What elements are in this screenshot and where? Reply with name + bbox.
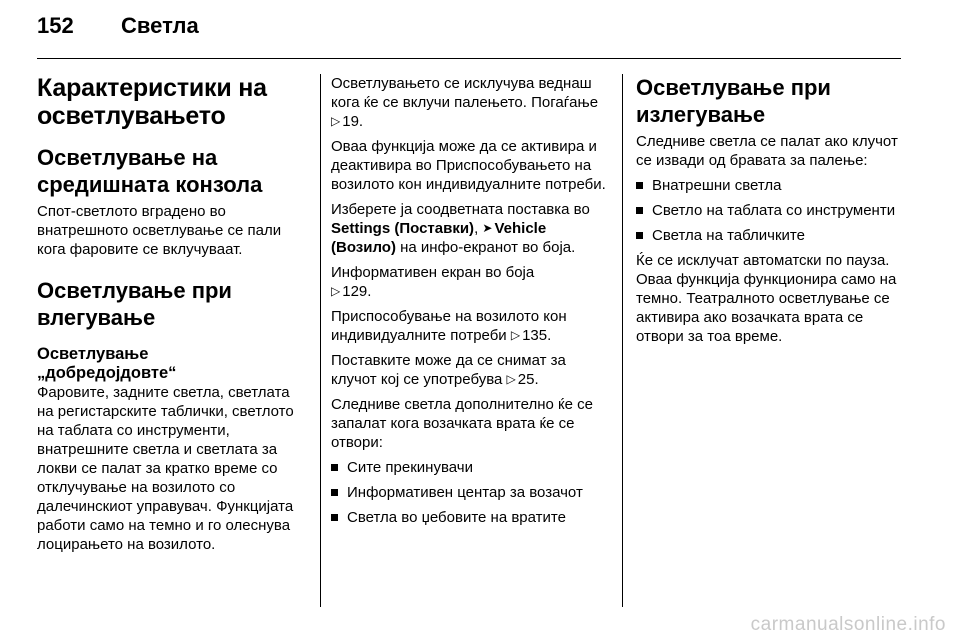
page-reference[interactable]: 135 xyxy=(522,327,548,344)
heading-console-lighting: Осветлување на средишната конзола xyxy=(37,145,263,197)
text: Изберете ја соодветната поставка во xyxy=(331,201,590,218)
page-reference[interactable]: 129 xyxy=(342,283,368,300)
text: на инфо-екранот во боја. xyxy=(395,239,576,256)
menu-settings: Settings (Поставки) xyxy=(331,220,475,237)
column-1 xyxy=(37,74,307,554)
heading-welcome-line-1: Осветлување xyxy=(37,345,149,363)
heading-entry-lighting: Осветлување при влегување xyxy=(37,278,232,330)
bullet-square-icon xyxy=(331,489,338,496)
text: Приспособување на возилото кон индивидуалните потреби xyxy=(331,308,567,344)
list-item xyxy=(331,483,609,502)
list-item xyxy=(331,508,609,527)
bullet-square-icon xyxy=(331,464,338,471)
list-item-text: Информативен центар за возачот xyxy=(347,484,583,501)
list-item-text: Сите прекинувачи xyxy=(347,459,473,476)
page-reference-icon: ▷ xyxy=(331,114,341,128)
column-2 xyxy=(331,74,609,527)
heading-welcome-lighting xyxy=(37,345,307,383)
text: Поставките може да се снимат за клучот кој се употребува xyxy=(331,352,566,388)
page-reference[interactable]: 19 xyxy=(342,113,359,130)
page-number: 152 xyxy=(37,13,74,38)
paragraph-personalization xyxy=(331,307,609,345)
paragraph-switch-off xyxy=(331,74,609,131)
bullet-square-icon xyxy=(636,182,643,189)
list-item-text: Внатрешни светла xyxy=(652,177,782,194)
paragraph-info-display xyxy=(331,263,609,301)
page-reference[interactable]: 25 xyxy=(517,371,535,388)
text: Информативен екран во боја xyxy=(331,264,535,281)
text: . xyxy=(547,327,552,344)
text: Осветлувањето се исклучува веднаш кога ќе се вклучи палењето. Погаѓање xyxy=(331,75,599,111)
paragraph-activation: Оваа функција може да се активира и деактивира во Приспособувањето на возилото кон индивидуалните потреби. xyxy=(331,138,606,193)
bullet-square-icon xyxy=(331,514,338,521)
heading-lighting-features: Карактеристики на осветлувањето xyxy=(37,74,267,130)
list-item xyxy=(331,458,609,477)
paragraph-key-settings xyxy=(331,351,609,389)
text: . xyxy=(367,283,372,300)
column-3 xyxy=(636,74,906,346)
list-item-text: Светло на таблата со инструменти xyxy=(652,202,896,219)
watermark: carmanualsonline.info xyxy=(750,614,946,635)
paragraph-welcome-lighting: Фаровите, задните светла, светлата на регистарските таблички, светлото на таблата со инструменти, внатрешните светла и светлата за локви се палат за кратко време со отклучување на возилото со далечинскиот управувач. Функцијата работи само на темно и го олеснува лоцирањето на возилото. xyxy=(37,384,294,553)
heading-exit-lighting: Осветлување при излегување xyxy=(636,75,831,127)
list-item xyxy=(636,201,906,220)
bullet-list-exit-lights xyxy=(636,176,906,245)
page-reference-icon: ▷ xyxy=(331,284,341,298)
menu-arrow-icon: ➤ xyxy=(482,221,493,235)
heading-welcome-line-2: „добредојдовте“ xyxy=(37,364,177,382)
section-title: Светла xyxy=(121,13,199,38)
bullet-list-door-lights xyxy=(331,458,609,527)
bullet-square-icon xyxy=(636,232,643,239)
header-rule xyxy=(37,58,901,59)
list-item-text: Светла во џебовите на вратите xyxy=(347,509,566,526)
list-item-text: Светла на табличките xyxy=(652,227,805,244)
column-divider-left xyxy=(320,74,321,607)
list-item xyxy=(636,176,906,195)
text: . xyxy=(534,371,539,388)
text: . xyxy=(358,113,364,130)
paragraph-exit-lighting: Следниве светла се палат ако клучот се извади од бравата за палење: xyxy=(636,133,898,169)
list-item xyxy=(636,226,906,245)
bullet-square-icon xyxy=(636,207,643,214)
paragraph-settings xyxy=(331,200,609,257)
paragraph-console-lighting: Спот-светлото вградено во внатрешното осветлување се пали кога фаровите се вклучуваат. xyxy=(37,203,282,258)
menu-vehicle: Vehicle (Возило) xyxy=(331,220,547,256)
paragraph-auto-off: Ќе се исклучат автоматски по пауза. Оваа функција функционира само на темно. Театралното осветлување се активира ако возачката врата се отвори за тоа време. xyxy=(636,252,897,345)
page-header xyxy=(37,13,917,53)
column-divider-right xyxy=(622,74,623,607)
text: , xyxy=(474,220,483,237)
page-reference-icon: ▷ xyxy=(510,328,521,342)
paragraph-door-open: Следниве светла дополнително ќе се запалат кога возачката врата ќе се отвори: xyxy=(331,396,593,451)
page-reference-icon: ▷ xyxy=(506,372,516,386)
